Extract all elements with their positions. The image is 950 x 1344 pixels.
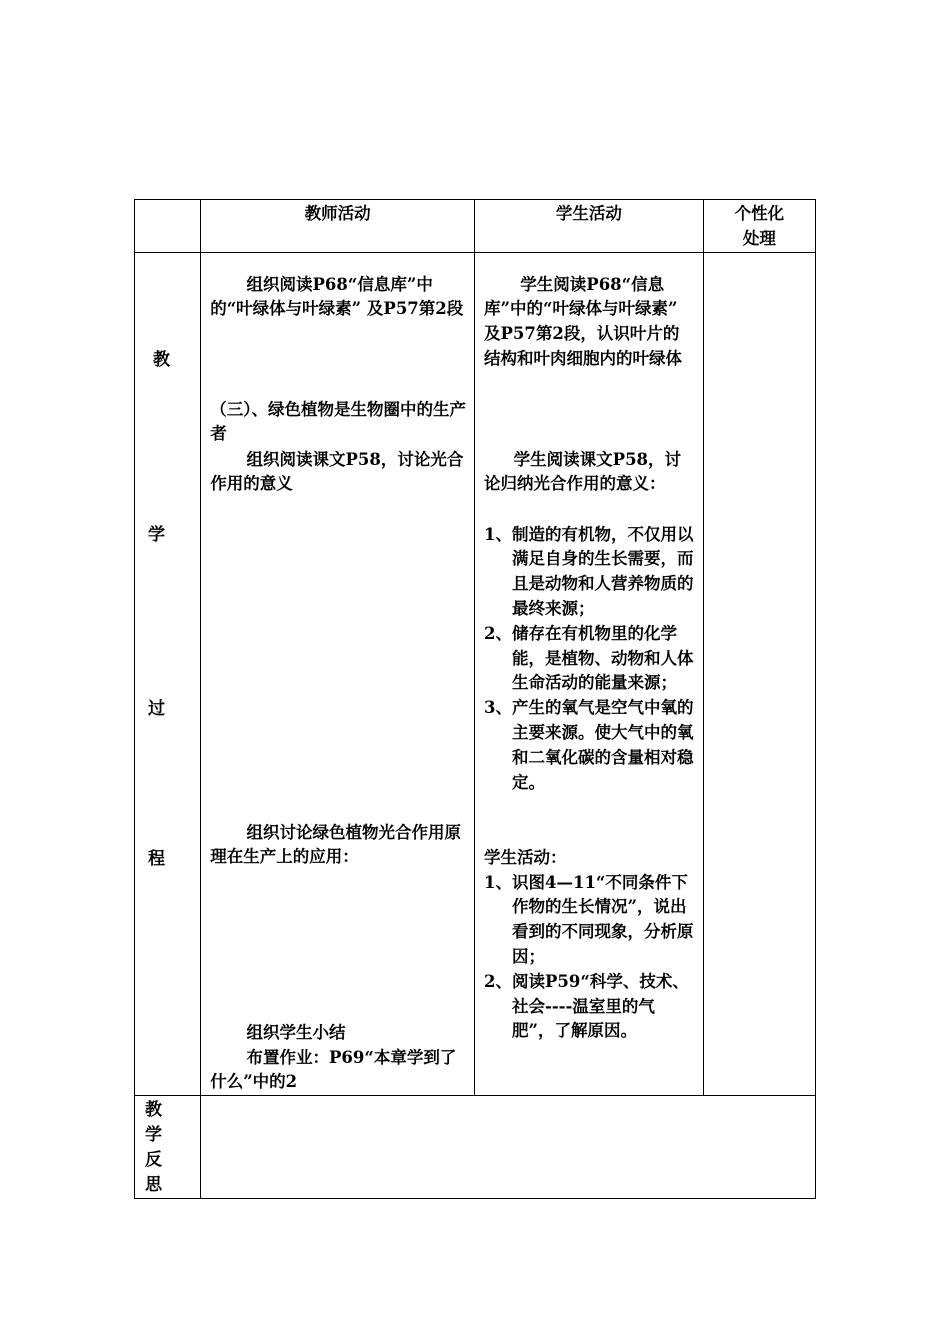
list-item: 2、 储存在有机物里的化学能，是植物、动物和人体生命活动的能量来源； (483, 623, 694, 693)
teacher-section-heading: （三）、绿色植物是生物圈中的生产者 (210, 399, 466, 444)
student-activity-cell (474, 252, 703, 1095)
teacher-paragraph: 组织讨论绿色植物光合作用原理在生产上的应用： (210, 822, 461, 867)
teaching-process-row (135, 252, 816, 1095)
header-row (135, 200, 816, 253)
reflection-content-cell (201, 1095, 816, 1198)
list-item: 3、 产生的氧气是空气中氧的主要来源。使大气中的氧和二氧化碳的含量相对稳定。 (483, 698, 694, 792)
side-char: 教 (153, 349, 170, 370)
side-char: 程 (148, 848, 165, 869)
teacher-paragraph: 布置作业：P69“本章学到了什么”中的2 (210, 1047, 457, 1092)
student-paragraph: 学生阅读P68“信息库”中的“叶绿体与叶绿素” 及P57第2段，认识叶片的结构和叶肉细胞内的叶绿体 (483, 274, 682, 368)
header-teacher-activity: 教师活动 (201, 200, 475, 253)
list-item: 2、 阅读P59“科学、技术、社会----温室里的气肥”，了解原因。 (483, 971, 689, 1041)
reflection-row (135, 1095, 816, 1198)
list-item: 1、 识图4—11“不同条件下作物的生长情况”，说出看到的不同现象，分析原因； (483, 872, 694, 966)
reflection-label: 教 学 反 思 (135, 1095, 201, 1198)
teacher-paragraph: 组织学生小结 (246, 1022, 346, 1042)
teaching-process-label (135, 252, 201, 1095)
side-char: 学 (148, 524, 165, 545)
teacher-activity-cell (201, 252, 475, 1095)
header-blank-cell (135, 200, 201, 253)
student-paragraph: 学生阅读课文P58，讨论归纳光合作用的意义： (483, 449, 682, 494)
lesson-table (134, 199, 816, 1199)
side-char: 过 (148, 698, 165, 719)
teacher-paragraph: 组织阅读P68“信息库”中的“叶绿体与叶绿素” 及P57第2段 (210, 274, 464, 319)
header-student-activity: 学生活动 (474, 200, 703, 253)
teacher-paragraph: 组织阅读课文P58，讨论光合作用的意义 (210, 449, 464, 494)
personalized-cell (703, 252, 815, 1095)
student-list (484, 871, 695, 1045)
header-personalized: 个性化 处理 (703, 200, 815, 253)
list-item: 1、 制造的有机物，不仅用以满足自身的生长需要，而且是动物和人营养物质的最终来源； (483, 524, 694, 618)
student-paragraph: 学生活动： (483, 847, 567, 867)
student-list (484, 523, 695, 796)
